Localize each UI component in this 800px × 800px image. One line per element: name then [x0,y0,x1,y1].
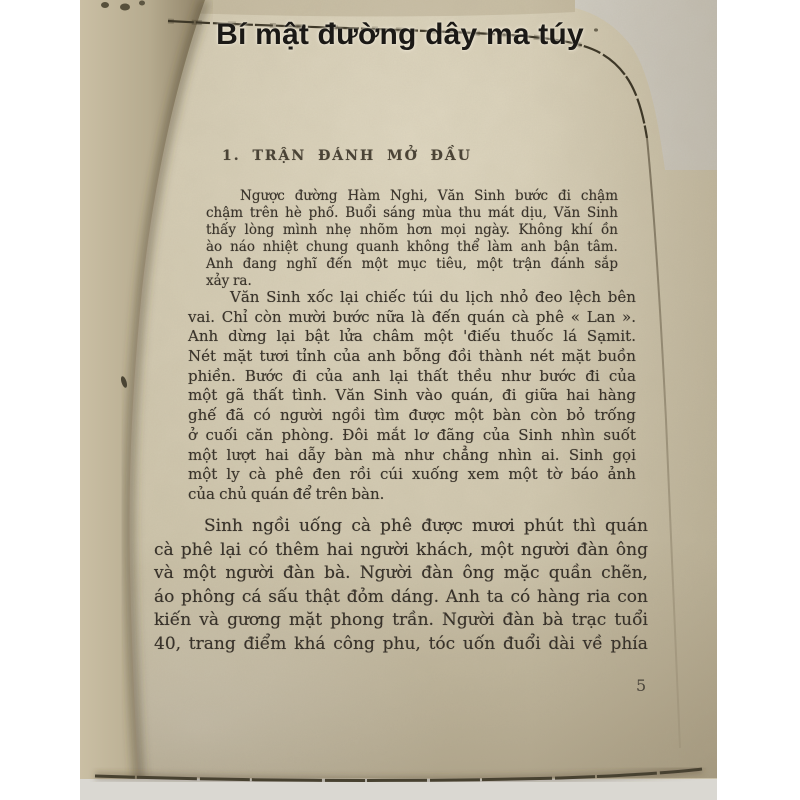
overlay-title: Bí mật đường dây ma túy [216,18,584,51]
paragraph: Sinh ngồi uống cà phê được mươi phút thì quán cà phê lại có thêm hai người khách, một người đàn ông và một người đàn bà. Người đàn ông mặc quần chẽn, áo phông cá sấu thật đỏm dáng. Anh ta có hàng ria con kiến và gương mặt phong trần. Người đàn bà trạc tuổi 40, trang điểm khá công phu, tóc uốn đuổi dài về phía [154,516,648,654]
paragraph: Ngược đường Hàm Nghi, Văn Sinh bước đi chậm chậm trên hè phố. Buổi sáng mùa thu mát dịu, Văn Sinh thấy lòng mình nhẹ nhõm hơn mọi ngày. Không khí ồn ào náo nhiệt chung quanh không thể làm anh bận tâm. Anh đang nghĩ đến một mục tiêu, một trận đánh sắp xảy ra. [206,188,618,289]
page-number: 5 [636,676,647,695]
paragraph: Văn Sinh xốc lại chiếc túi du lịch nhỏ đeo lệch bên vai. Chỉ còn mười bước nữa là đến quán cà phê « Lan ». Anh dừng lại bật lửa châm một 'điếu thuốc lá Sạmit. Nét mặt tươi tỉnh của anh bỗng đồi thành nét mặt buồn phiền. Bước đi của anh lại thất thều như bước đi của một gã thất tình. Văn Sinh vào quán, đi giữa hai hàng ghế đã có người ngồi tìm được một bàn còn bỏ trống ở cuối căn phòng. Đôi mắt lơ đãng của Sinh nhìn suốt một lượt hai dẫy bàn mà như chẳng nhìn ai. Sinh gọi một ly cà phê đen rồi cúi xuống xem một tờ báo ảnh của chủ quán để trên bàn. [188,288,636,503]
book-photo [80,0,717,800]
chapter-heading: 1. TRẬN ĐÁNH MỞ ĐẦU [222,148,472,164]
